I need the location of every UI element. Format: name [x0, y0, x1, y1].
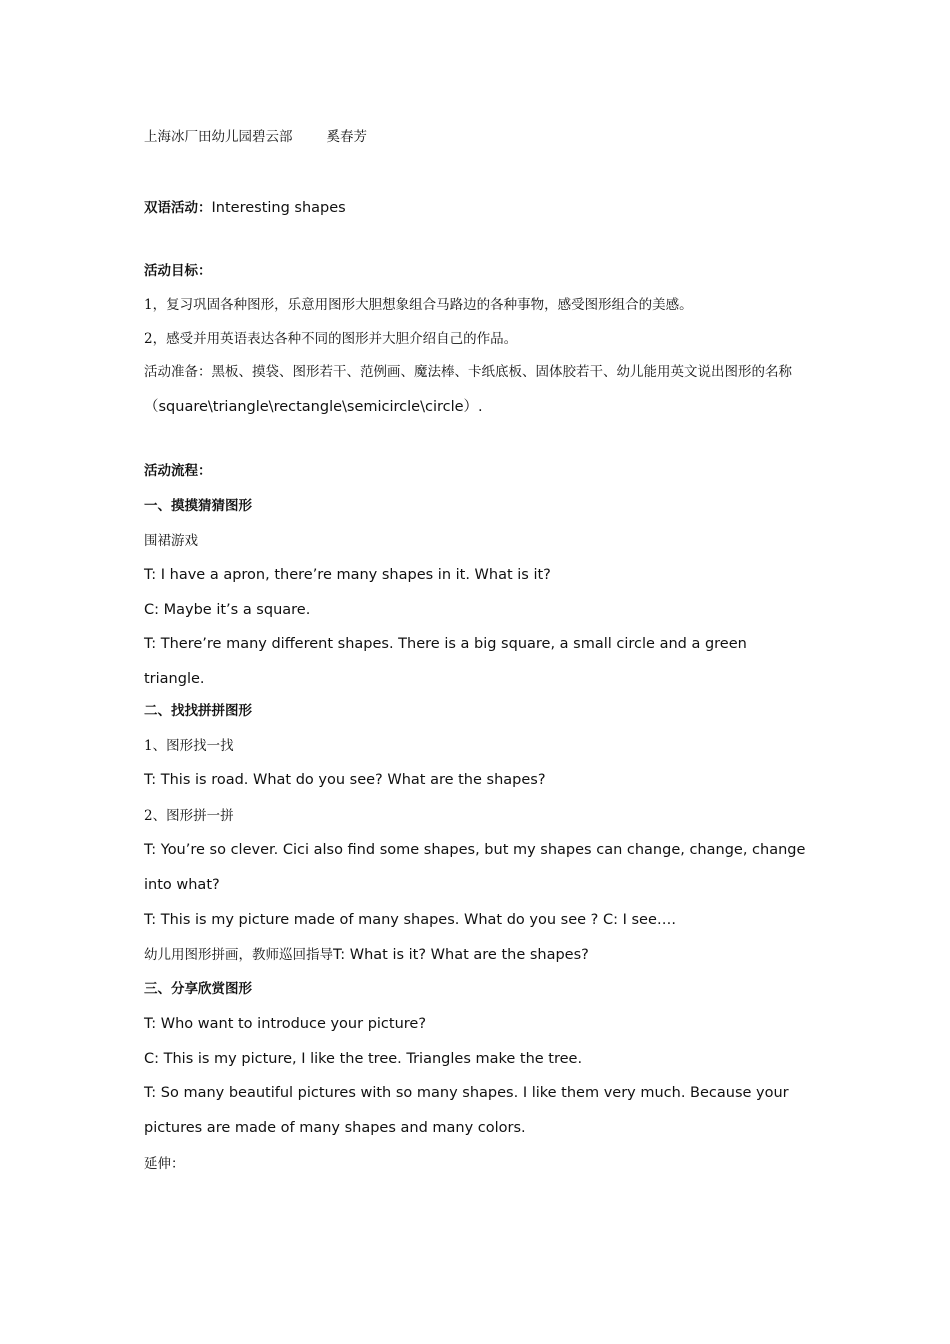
- section-3-title: 三、分享欣赏图形: [144, 981, 252, 997]
- section-1-line: C: Maybe it’s a square.: [144, 602, 311, 618]
- section-1-game: 围裙游戏: [144, 533, 198, 549]
- section-2-sub-2-line: T: This is my picture made of many shapes. What do you see ? C: I see….: [144, 912, 676, 928]
- section-1-title: 一、摸摸猜猜图形: [144, 498, 252, 514]
- header-line: [144, 127, 367, 147]
- section-3-line: pictures are made of many shapes and many colors.: [144, 1120, 526, 1136]
- goal-item-2: 2，感受并用英语表达各种不同的图形并大胆介绍自己的作品。: [144, 331, 518, 347]
- activity-title: [144, 197, 346, 218]
- activity-name: Interesting shapes: [211, 200, 346, 216]
- section-3-line: T: So many beautiful pictures with so many shapes. I like them very much. Because your: [144, 1085, 789, 1101]
- preparation-line-1: 活动准备：黑板、摸袋、图形若干、范例画、魔法棒、卡纸底板、固体胶若干、幼儿能用英文说出图形的名称: [144, 364, 792, 380]
- section-1-line: T: I have a apron, there’re many shapes in it. What is it?: [144, 567, 551, 583]
- section-2-guide: [144, 944, 589, 965]
- section-2-sub-2-line: T: You’re so clever. Cici also find some shapes, but my shapes can change, change, change: [144, 842, 806, 858]
- section-2-sub-1-line: T: This is road. What do you see? What are the shapes?: [144, 772, 546, 788]
- preparation-line-2: （square\triangle\rectangle\semicircle\circle）.: [144, 399, 483, 415]
- guide-cn: 幼儿用图形拼画，教师巡回指导: [144, 947, 333, 963]
- section-3-line: T: Who want to introduce your picture?: [144, 1016, 427, 1032]
- section-2-sub-2: 2、图形拼一拼: [144, 808, 234, 824]
- section-2-sub-1: 1、图形找一找: [144, 738, 234, 754]
- section-1-line: triangle.: [144, 671, 205, 687]
- author-name: 奚春芳: [326, 129, 367, 145]
- section-2-title: 二、找找拼拼图形: [144, 703, 252, 719]
- section-3-line: C: This is my picture, I like the tree. Triangles make the tree.: [144, 1051, 583, 1067]
- school-name: 上海冰厂田幼儿园碧云部: [144, 129, 293, 145]
- process-heading: 活动流程：: [144, 463, 212, 479]
- extension-label: 延伸：: [144, 1156, 185, 1172]
- section-2-sub-2-line: into what?: [144, 877, 220, 893]
- section-1-line: T: There’re many different shapes. There is a big square, a small circle and a green: [144, 636, 747, 652]
- goals-heading: 活动目标：: [144, 263, 212, 279]
- guide-en: T: What is it? What are the shapes?: [333, 947, 589, 963]
- activity-label: 双语活动：: [144, 200, 212, 216]
- goal-item-1: 1，复习巩固各种图形，乐意用图形大胆想象组合马路边的各种事物，感受图形组合的美感。: [144, 297, 693, 313]
